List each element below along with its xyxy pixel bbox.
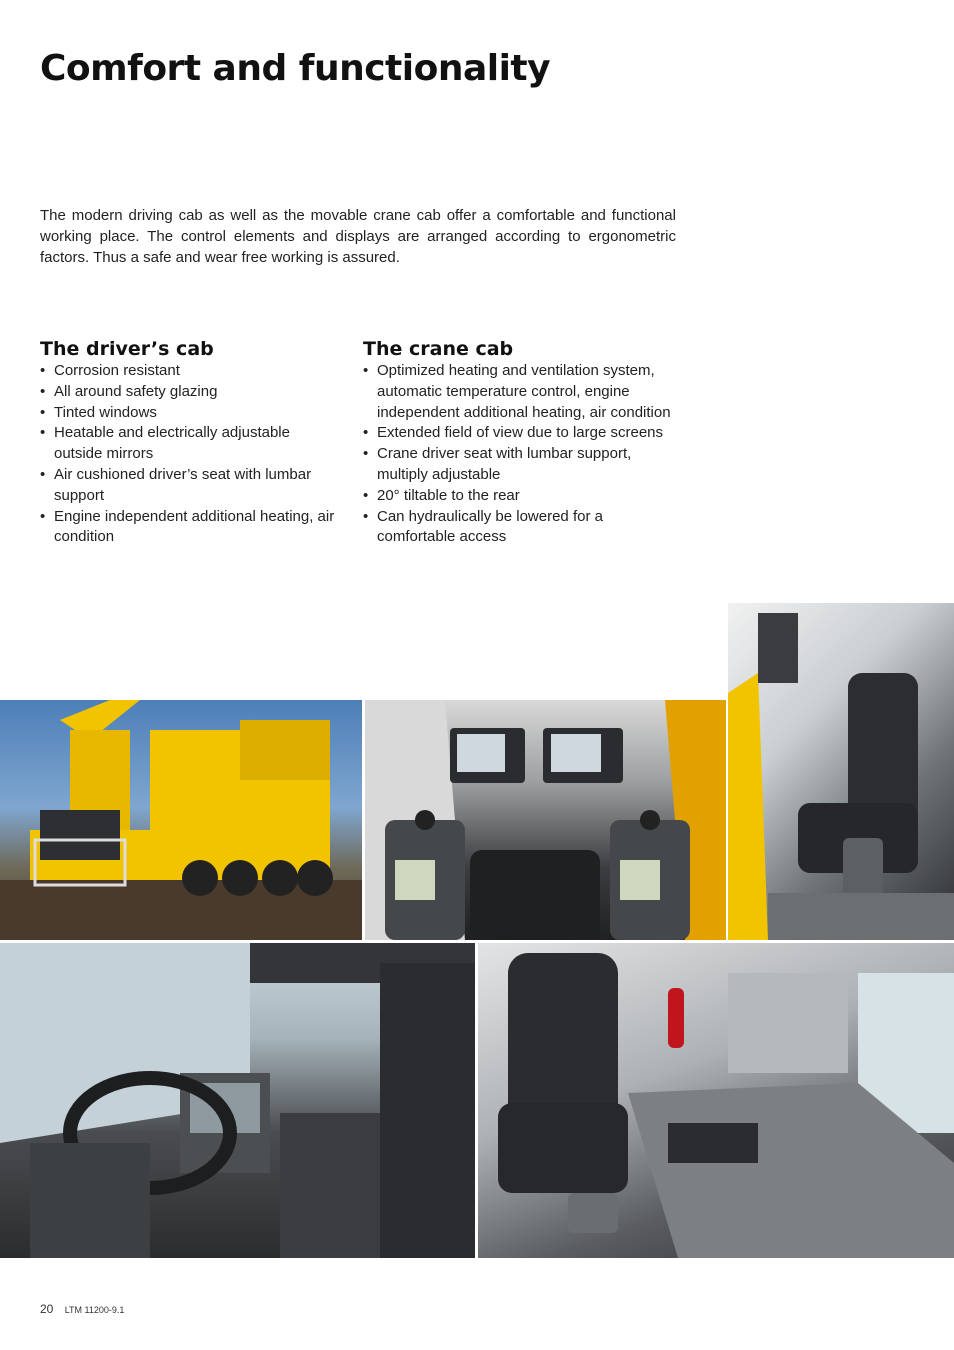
- page-number: 20: [40, 1302, 54, 1316]
- crane-cab-heading: The crane cab: [363, 338, 514, 360]
- crane-cab-list: [363, 361, 683, 548]
- list-item: • Corrosion resistant: [40, 361, 340, 382]
- list-item: • 20° tiltable to the rear: [363, 486, 683, 507]
- intro-paragraph: The modern driving cab as well as the movable crane cab offer a comfortable and functional working place. The control elements and displays are arranged according to ergonometric factors. Thus a safe and wear free working is assured.: [40, 207, 676, 266]
- list-item: • Heatable and electrically adjustable outside mirrors: [40, 423, 340, 465]
- drivers-cab-section: [40, 338, 340, 548]
- crane-seat-photo: [728, 603, 954, 940]
- drivers-cab-list: [40, 361, 340, 548]
- crane-exterior-photo: [0, 700, 362, 940]
- crane-seat-illustration: [728, 603, 954, 940]
- document-code: LTM 11200-9.1: [64, 1305, 125, 1315]
- crane-cab-controls-photo: [365, 700, 726, 940]
- drivers-seat-illustration: [478, 943, 954, 1258]
- list-item: • Crane driver seat with lumbar support, multiply adjustable: [363, 444, 683, 486]
- drivers-cab-steering-photo: [0, 943, 475, 1258]
- list-item: • Tinted windows: [40, 403, 340, 424]
- crane-cab-controls-illustration: [365, 700, 726, 940]
- drivers-cab-heading: The driver’s cab: [40, 338, 214, 360]
- list-item: • Air cushioned driver’s seat with lumbar support: [40, 465, 340, 507]
- list-item: • All around safety glazing: [40, 382, 340, 403]
- page-footer: [40, 1302, 124, 1316]
- list-item: • Can hydraulically be lowered for a comfortable access: [363, 507, 683, 549]
- page-title: Comfort and functionality: [40, 48, 551, 89]
- list-item: • Extended field of view due to large screens: [363, 423, 683, 444]
- crane-cab-section: [363, 338, 683, 548]
- list-item: • Optimized heating and ventilation system, automatic temperature control, engine independent additional heating, air condition: [363, 361, 683, 423]
- drivers-cab-steering-illustration: [0, 943, 475, 1258]
- list-item: • Engine independent additional heating, air condition: [40, 507, 340, 549]
- drivers-seat-photo: [478, 943, 954, 1258]
- crane-exterior-illustration: [0, 700, 362, 940]
